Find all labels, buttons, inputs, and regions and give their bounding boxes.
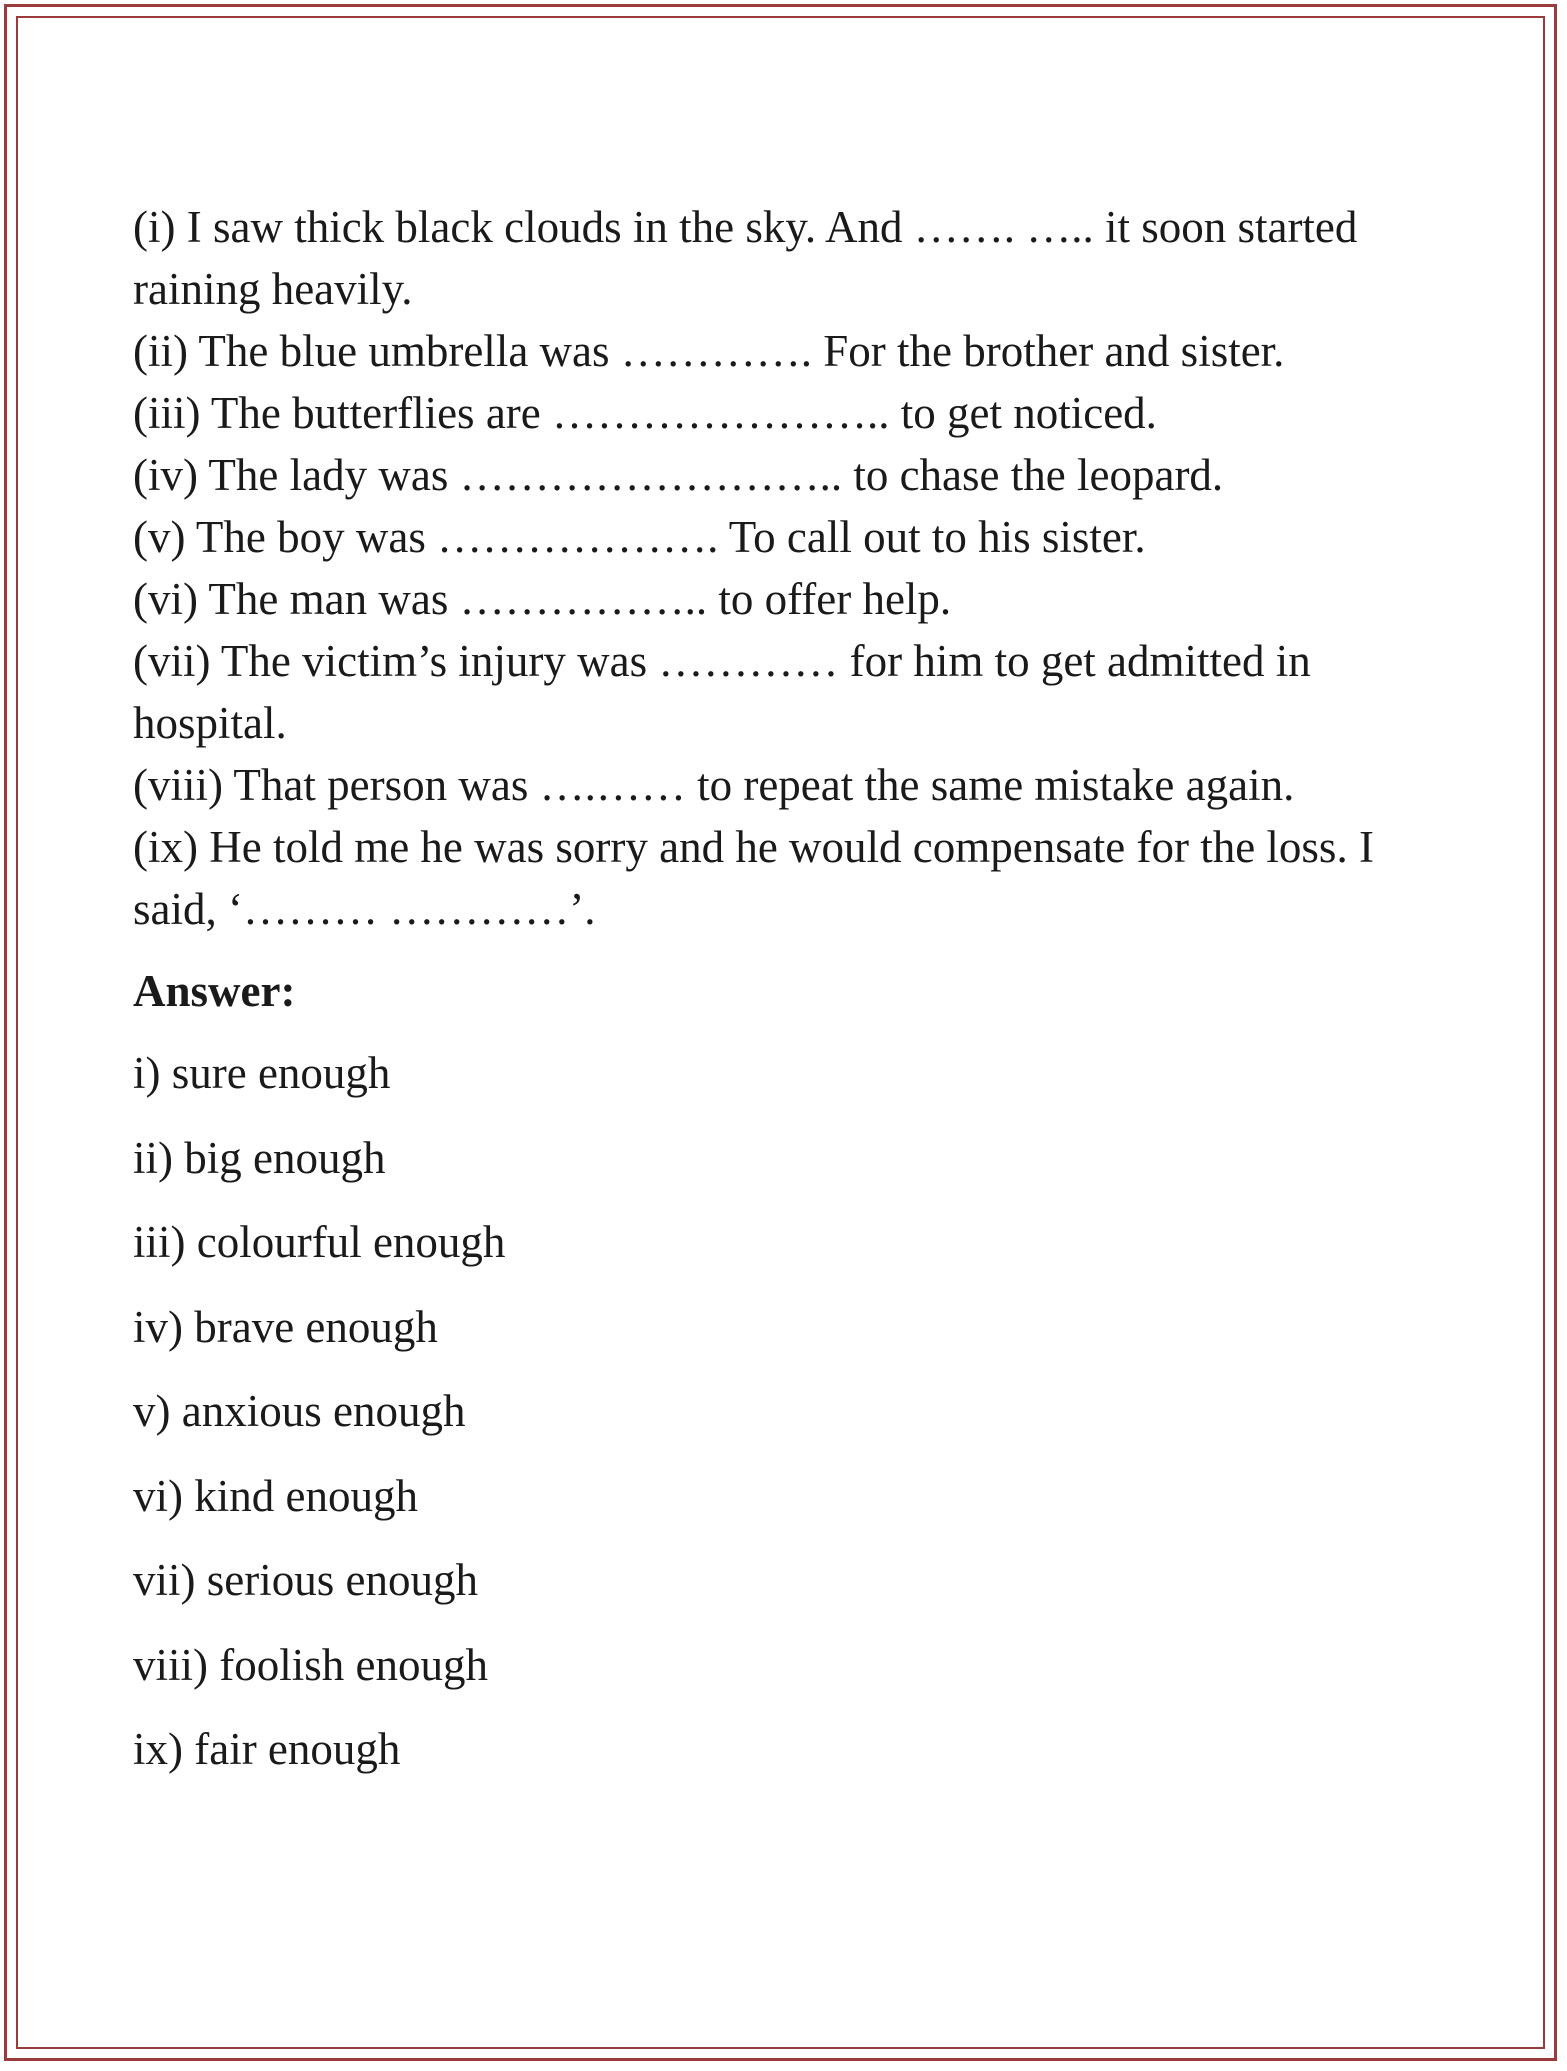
question-item: (vi) The man was …………….. to offer help. bbox=[133, 574, 952, 624]
question-item: (ii) The blue umbrella was …………. For the brother and sister. bbox=[133, 326, 1285, 376]
answer-item: vi) kind enough bbox=[133, 1470, 418, 1521]
question-item: (v) The boy was ………………. To call out to his sister. bbox=[133, 512, 1146, 562]
question-item: (iv) The lady was …………………….. to chase the leopard. bbox=[133, 450, 1224, 500]
answer-item: iii) colourful enough bbox=[133, 1217, 506, 1267]
answer-item: ii) big enough bbox=[133, 1132, 386, 1183]
answer-item: viii) foolish enough bbox=[133, 1639, 488, 1690]
question-item: (viii) That person was ….…… to repeat the same mistake again. bbox=[133, 760, 1295, 810]
answer-list bbox=[133, 1042, 1433, 1803]
worksheet-content bbox=[133, 196, 1433, 1803]
answer-heading: Answer: bbox=[133, 966, 296, 1016]
answer-item: iv) brave enough bbox=[133, 1301, 438, 1352]
question-item: (ix) He told me he was sorry and he would compensate for the loss. I said, ‘……… …………’. bbox=[133, 822, 1374, 934]
answer-item: ix) fair enough bbox=[133, 1724, 401, 1774]
answer-item: vii) serious enough bbox=[133, 1555, 478, 1605]
answer-item: v) anxious enough bbox=[133, 1386, 466, 1436]
answer-item: i) sure enough bbox=[133, 1048, 391, 1098]
question-item: (i) I saw thick black clouds in the sky. And ……. ….. it soon started raining heavily. bbox=[133, 202, 1358, 314]
question-item: (vii) The victim’s injury was ………… for him to get admitted in hospital. bbox=[133, 636, 1311, 748]
question-item: (iii) The butterflies are ………………….. to get noticed. bbox=[133, 388, 1157, 438]
question-list bbox=[133, 196, 1433, 940]
